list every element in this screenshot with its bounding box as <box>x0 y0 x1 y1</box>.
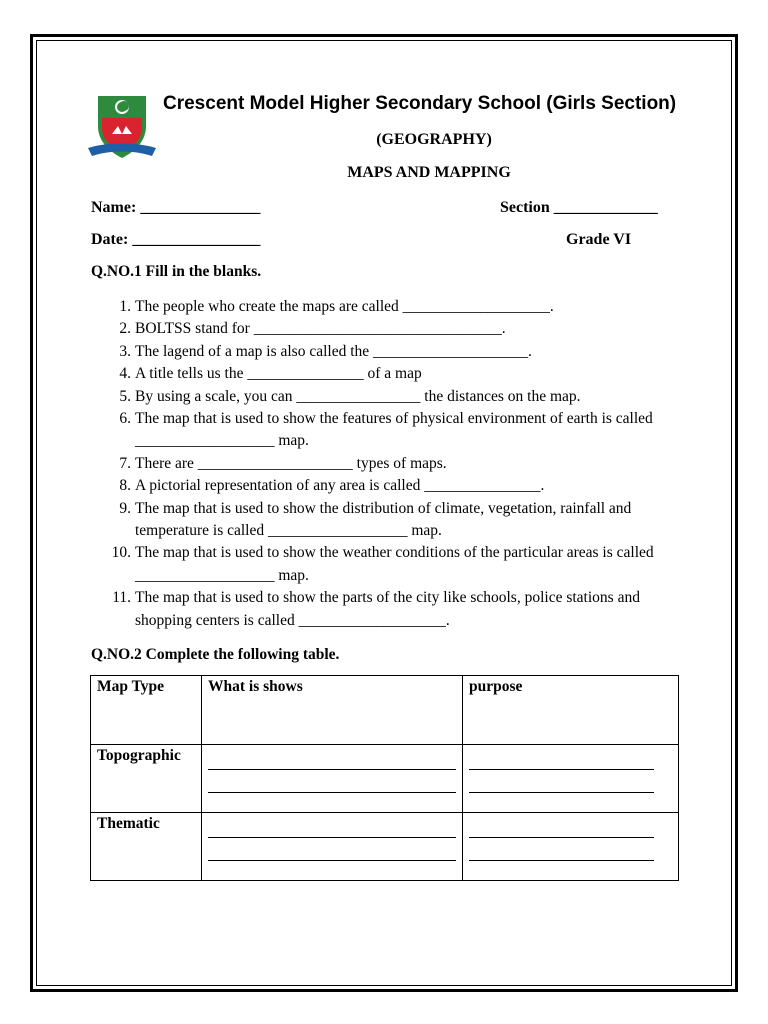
answer-line[interactable] <box>208 844 456 861</box>
name-field[interactable]: Name: _______________ <box>91 199 261 216</box>
subject-heading: (GEOGRAPHY) <box>376 131 492 148</box>
list-item[interactable]: 2. BOLTSS stand for ________________________________. <box>119 320 506 338</box>
answer-line[interactable] <box>469 753 654 770</box>
answer-line[interactable] <box>208 753 456 770</box>
question-1-title: Q.NO.1 Fill in the blanks. <box>91 263 262 280</box>
list-item[interactable]: 7. There are ____________________ types of maps. <box>119 454 447 472</box>
date-field[interactable]: Date: ________________ <box>91 231 261 248</box>
answer-line[interactable] <box>208 776 456 793</box>
question-2-title: Q.NO.2 Complete the following table. <box>91 646 340 663</box>
row-label-thematic: Thematic <box>91 813 202 881</box>
table-row <box>91 745 679 813</box>
answer-cell[interactable] <box>202 745 463 813</box>
answer-line[interactable] <box>469 844 654 861</box>
list-item[interactable]: 3. The lagend of a map is also called the ____________________. <box>119 342 532 360</box>
topic-heading: MAPS AND MAPPING <box>347 164 511 181</box>
school-crest-logo <box>86 92 158 164</box>
school-name: Crescent Model Higher Secondary School (Girls Section) <box>163 93 677 114</box>
list-item[interactable]: 6. The map that is used to show the features of physical environment of earth is called __________________ map. <box>119 410 657 450</box>
map-types-table <box>90 675 679 881</box>
table-row <box>91 813 679 881</box>
list-item[interactable]: 5. By using a scale, you can ________________ the distances on the map. <box>119 387 581 405</box>
answer-line[interactable] <box>208 821 456 838</box>
list-item[interactable]: 10. The map that is used to show the weather conditions of the particular areas is called __________________ map. <box>111 544 658 584</box>
list-item[interactable]: 8. A pictorial representation of any area is called _______________. <box>119 477 545 495</box>
table-header-row <box>91 676 679 745</box>
fill-in-blanks-list <box>100 296 690 632</box>
answer-cell[interactable] <box>463 813 679 881</box>
list-item[interactable]: 4. A title tells us the _______________ of a map <box>119 365 422 383</box>
header-what-it-shows: What is shows <box>202 676 463 745</box>
list-item[interactable]: 11. The map that is used to show the parts of the city like schools, police stations and shopping centers is called ___________________. <box>112 589 644 629</box>
answer-line[interactable] <box>469 776 654 793</box>
answer-cell[interactable] <box>463 745 679 813</box>
header-purpose: purpose <box>463 676 679 745</box>
list-item[interactable]: 9. The map that is used to show the distribution of climate, vegetation, rainfall and temperature is called __________________ map. <box>119 499 636 540</box>
row-label-topographic: Topographic <box>91 745 202 813</box>
grade-label: Grade VI <box>566 231 632 248</box>
answer-line[interactable] <box>469 821 654 838</box>
header-map-type: Map Type <box>91 676 202 745</box>
section-field[interactable]: Section _____________ <box>500 199 658 216</box>
answer-cell[interactable] <box>202 813 463 881</box>
list-item[interactable]: 1. The people who create the maps are called ___________________. <box>119 298 554 315</box>
